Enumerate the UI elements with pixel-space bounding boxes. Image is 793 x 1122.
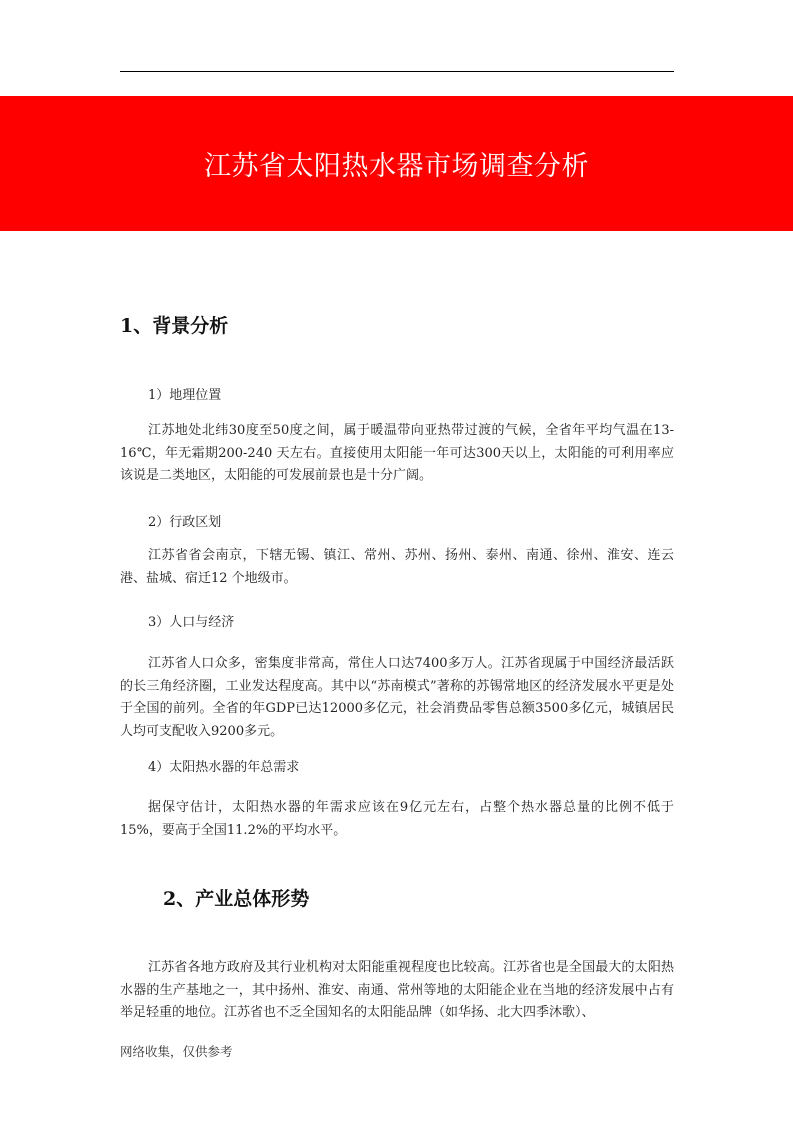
section-heading-background: 1、背景分析 (120, 315, 229, 337)
header-rule (120, 71, 674, 72)
paragraph-annual-demand: 据保守估计，太阳热水器的年需求应该在9亿元左右，占整个热水器总量的比例不低于15%，要高于全国11.2%的平均水平。 (120, 800, 674, 838)
document-title: 江苏省太阳热水器市场调查分析 (204, 151, 589, 182)
subheading-population-economy: 3）人口与经济 (148, 615, 235, 630)
footer-note: 网络收集，仅供参考 (120, 1044, 233, 1059)
paragraph-administration: 江苏省省会南京，下辖无锡、镇江、常州、苏州、扬州、泰州、南通、徐州、淮安、连云港、盐城、宿迁12 个地级市。 (120, 548, 674, 586)
subheading-geography: 1）地理位置 (148, 388, 222, 403)
section-heading-industry: 2、产业总体形势 (163, 888, 310, 910)
subheading-annual-demand: 4）太阳热水器的年总需求 (148, 760, 300, 775)
subheading-administration: 2）行政区划 (148, 515, 222, 530)
title-banner (0, 96, 793, 231)
paragraph-geography: 江苏地处北纬30度至50度之间，属于暖温带向亚热带过渡的气候，全省年平均气温在13-16℃，年无霜期200-240 天左右。直接使用太阳能一年可达300天以上，太阳能的可利用率应该说是二类地区，太阳能的可发展前景也是十分广阔。 (120, 423, 674, 483)
paragraph-population-economy: 江苏省人口众多，密集度非常高，常住人口达7400多万人。江苏省现属于中国经济最活跃的长三角经济圈，工业发达程度高。其中以“苏南模式”著称的苏锡常地区的经济发展水平更是处于全国的前列。全省的年GDP已达12000多亿元，社会消费品零售总额3500多亿元，城镇居民人均可支配收入9200多元。 (120, 656, 674, 739)
paragraph-industry: 江苏省各地方政府及其行业机构对太阳能重视程度也比较高。江苏省也是全国最大的太阳热水器的生产基地之一，其中扬州、淮安、南通、常州等地的太阳能企业在当地的经济发展中占有举足轻重的地位。江苏省也不乏全国知名的太阳能品牌（如华扬、北大四季沐歌）、 (120, 960, 674, 1020)
